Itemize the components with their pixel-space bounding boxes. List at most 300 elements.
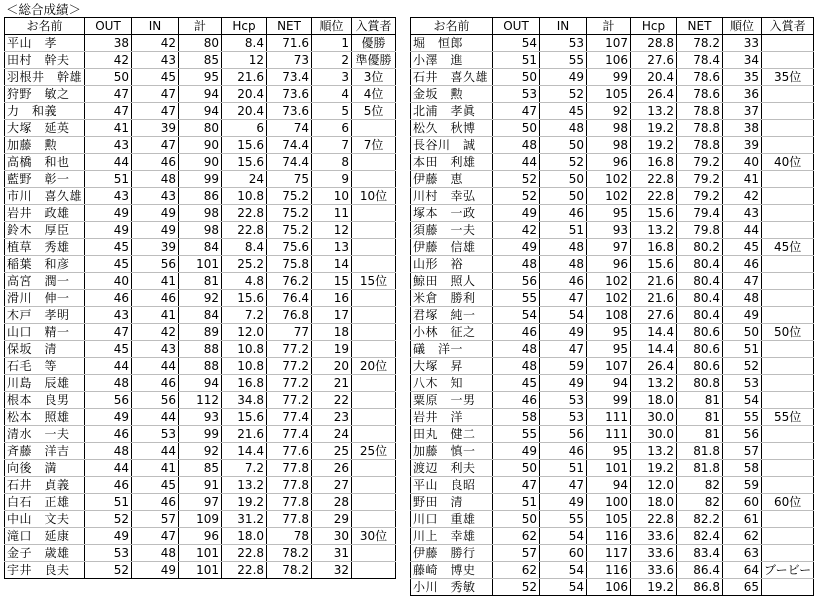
cell-total: 95 bbox=[587, 443, 631, 460]
cell-hcp: 12 bbox=[222, 52, 267, 69]
cell-total: 91 bbox=[179, 477, 222, 494]
table-row bbox=[5, 290, 396, 307]
cell-net: 78.2 bbox=[267, 545, 312, 562]
cell-total: 111 bbox=[587, 409, 631, 426]
cell-total: 99 bbox=[587, 392, 631, 409]
table-row bbox=[5, 460, 396, 477]
cell-out: 47 bbox=[85, 86, 132, 103]
cell-award bbox=[352, 171, 396, 188]
cell-total: 105 bbox=[587, 511, 631, 528]
column-header-rank: 順位 bbox=[312, 18, 352, 35]
cell-out: 45 bbox=[85, 256, 132, 273]
cell-net: 77.8 bbox=[267, 494, 312, 511]
cell-hcp: 30.0 bbox=[631, 426, 677, 443]
table-row bbox=[411, 256, 814, 273]
cell-award bbox=[352, 392, 396, 409]
table-row bbox=[411, 52, 814, 69]
cell-rank: 20 bbox=[312, 358, 352, 375]
cell-net: 83.4 bbox=[677, 545, 723, 562]
cell-rank: 28 bbox=[312, 494, 352, 511]
cell-name: 藤崎 博史 bbox=[411, 562, 493, 579]
cell-name: 羽根井 幹雄 bbox=[5, 69, 85, 86]
cell-net: 80.6 bbox=[677, 324, 723, 341]
cell-hcp: 22.8 bbox=[222, 205, 267, 222]
table-row bbox=[5, 324, 396, 341]
cell-name: 長谷川 誠 bbox=[411, 137, 493, 154]
cell-out: 47 bbox=[493, 477, 540, 494]
cell-out: 55 bbox=[493, 426, 540, 443]
cell-name: 大塚 延英 bbox=[5, 120, 85, 137]
cell-total: 96 bbox=[587, 154, 631, 171]
table-row bbox=[5, 171, 396, 188]
cell-name: 田村 幹夫 bbox=[5, 52, 85, 69]
cell-total: 95 bbox=[587, 341, 631, 358]
table-row bbox=[5, 358, 396, 375]
cell-rank: 47 bbox=[723, 273, 762, 290]
cell-in: 49 bbox=[132, 562, 179, 579]
cell-name: 植草 秀雄 bbox=[5, 239, 85, 256]
cell-award bbox=[352, 256, 396, 273]
cell-out: 43 bbox=[85, 188, 132, 205]
table-row bbox=[411, 307, 814, 324]
cell-out: 57 bbox=[493, 545, 540, 562]
cell-in: 45 bbox=[540, 103, 587, 120]
cell-name: 川上 幸雄 bbox=[411, 528, 493, 545]
cell-net: 82.2 bbox=[677, 511, 723, 528]
cell-total: 107 bbox=[587, 35, 631, 52]
cell-total: 100 bbox=[587, 494, 631, 511]
cell-rank: 18 bbox=[312, 324, 352, 341]
cell-rank: 56 bbox=[723, 426, 762, 443]
cell-hcp: 22.8 bbox=[631, 171, 677, 188]
cell-in: 43 bbox=[132, 188, 179, 205]
cell-hcp: 15.6 bbox=[631, 256, 677, 273]
cell-hcp: 20.4 bbox=[222, 103, 267, 120]
cell-net: 74 bbox=[267, 120, 312, 137]
cell-in: 47 bbox=[540, 477, 587, 494]
cell-hcp: 14.4 bbox=[631, 324, 677, 341]
cell-out: 52 bbox=[493, 188, 540, 205]
cell-hcp: 15.6 bbox=[222, 137, 267, 154]
cell-total: 107 bbox=[587, 358, 631, 375]
cell-total: 116 bbox=[587, 562, 631, 579]
cell-name: 岩井 政雄 bbox=[5, 205, 85, 222]
table-row bbox=[411, 511, 814, 528]
cell-net: 71.6 bbox=[267, 35, 312, 52]
cell-in: 47 bbox=[540, 341, 587, 358]
cell-rank: 53 bbox=[723, 375, 762, 392]
cell-net: 73 bbox=[267, 52, 312, 69]
cell-rank: 22 bbox=[312, 392, 352, 409]
table-row bbox=[411, 545, 814, 562]
cell-net: 81.8 bbox=[677, 460, 723, 477]
cell-hcp: 20.4 bbox=[631, 69, 677, 86]
cell-total: 109 bbox=[179, 511, 222, 528]
sheet-title: ＜総合成績＞ bbox=[6, 2, 82, 17]
cell-in: 44 bbox=[132, 443, 179, 460]
cell-out: 48 bbox=[85, 375, 132, 392]
cell-rank: 50 bbox=[723, 324, 762, 341]
table-row bbox=[411, 494, 814, 511]
cell-total: 108 bbox=[587, 307, 631, 324]
cell-out: 50 bbox=[493, 511, 540, 528]
cell-name: 君塚 純一 bbox=[411, 307, 493, 324]
table-row bbox=[5, 69, 396, 86]
column-header-award: 入賞者 bbox=[762, 18, 814, 35]
cell-total: 98 bbox=[587, 120, 631, 137]
cell-total: 96 bbox=[587, 256, 631, 273]
cell-award: 4位 bbox=[352, 86, 396, 103]
cell-out: 52 bbox=[85, 562, 132, 579]
cell-hcp: 21.6 bbox=[222, 69, 267, 86]
cell-out: 40 bbox=[85, 273, 132, 290]
cell-rank: 39 bbox=[723, 137, 762, 154]
table-row bbox=[411, 324, 814, 341]
cell-in: 47 bbox=[540, 290, 587, 307]
cell-out: 41 bbox=[85, 120, 132, 137]
cell-rank: 40 bbox=[723, 154, 762, 171]
column-header-net: NET bbox=[677, 18, 723, 35]
table-row bbox=[411, 409, 814, 426]
column-header-award: 入賞者 bbox=[352, 18, 396, 35]
column-header-hcp: Hcp bbox=[631, 18, 677, 35]
table-row bbox=[411, 375, 814, 392]
cell-name: 北浦 孝眞 bbox=[411, 103, 493, 120]
cell-award bbox=[352, 120, 396, 137]
cell-rank: 33 bbox=[723, 35, 762, 52]
cell-in: 49 bbox=[132, 222, 179, 239]
cell-hcp: 31.2 bbox=[222, 511, 267, 528]
cell-hcp: 15.6 bbox=[222, 409, 267, 426]
cell-rank: 21 bbox=[312, 375, 352, 392]
cell-name: 小川 秀敏 bbox=[411, 579, 493, 596]
cell-rank: 35 bbox=[723, 69, 762, 86]
cell-total: 94 bbox=[179, 103, 222, 120]
cell-net: 79.8 bbox=[677, 222, 723, 239]
cell-name: 大塚 昇 bbox=[411, 358, 493, 375]
cell-hcp: 28.8 bbox=[631, 35, 677, 52]
cell-total: 101 bbox=[179, 545, 222, 562]
cell-name: 小林 征之 bbox=[411, 324, 493, 341]
cell-name: 塚本 一政 bbox=[411, 205, 493, 222]
table-row bbox=[5, 375, 396, 392]
cell-net: 80.4 bbox=[677, 290, 723, 307]
cell-rank: 4 bbox=[312, 86, 352, 103]
cell-total: 94 bbox=[179, 375, 222, 392]
cell-total: 93 bbox=[587, 222, 631, 239]
cell-in: 47 bbox=[132, 103, 179, 120]
cell-hcp: 15.6 bbox=[222, 290, 267, 307]
cell-out: 45 bbox=[85, 239, 132, 256]
cell-net: 76.2 bbox=[267, 273, 312, 290]
table-row bbox=[411, 35, 814, 52]
cell-name: 斉藤 洋吉 bbox=[5, 443, 85, 460]
cell-net: 79.4 bbox=[677, 205, 723, 222]
cell-hcp: 13.2 bbox=[631, 103, 677, 120]
cell-out: 47 bbox=[85, 324, 132, 341]
cell-rank: 61 bbox=[723, 511, 762, 528]
cell-net: 80.4 bbox=[677, 273, 723, 290]
cell-total: 116 bbox=[587, 528, 631, 545]
cell-net: 80.8 bbox=[677, 375, 723, 392]
cell-net: 77.8 bbox=[267, 477, 312, 494]
cell-name: 須藤 一夫 bbox=[411, 222, 493, 239]
cell-name: 保坂 清 bbox=[5, 341, 85, 358]
table-row bbox=[411, 426, 814, 443]
cell-rank: 6 bbox=[312, 120, 352, 137]
cell-out: 46 bbox=[493, 324, 540, 341]
cell-total: 98 bbox=[587, 137, 631, 154]
cell-award bbox=[762, 273, 814, 290]
cell-name: 伊藤 恵 bbox=[411, 171, 493, 188]
cell-name: 小澤 進 bbox=[411, 52, 493, 69]
cell-out: 51 bbox=[493, 494, 540, 511]
cell-award: 優勝 bbox=[352, 35, 396, 52]
cell-in: 39 bbox=[132, 239, 179, 256]
cell-in: 47 bbox=[132, 528, 179, 545]
cell-total: 95 bbox=[587, 324, 631, 341]
cell-net: 75.2 bbox=[267, 188, 312, 205]
cell-award: 55位 bbox=[762, 409, 814, 426]
column-header-rank: 順位 bbox=[723, 18, 762, 35]
cell-name: 向後 満 bbox=[5, 460, 85, 477]
cell-net: 80.4 bbox=[677, 256, 723, 273]
cell-award bbox=[762, 358, 814, 375]
cell-name: 稲葉 和彦 bbox=[5, 256, 85, 273]
cell-award: 25位 bbox=[352, 443, 396, 460]
cell-net: 80.6 bbox=[677, 358, 723, 375]
cell-rank: 14 bbox=[312, 256, 352, 273]
cell-name: 米倉 勝利 bbox=[411, 290, 493, 307]
cell-name: 宇井 良夫 bbox=[5, 562, 85, 579]
cell-out: 48 bbox=[85, 443, 132, 460]
cell-net: 77.2 bbox=[267, 392, 312, 409]
cell-total: 98 bbox=[179, 205, 222, 222]
table-row bbox=[5, 256, 396, 273]
cell-award bbox=[352, 477, 396, 494]
cell-in: 50 bbox=[540, 171, 587, 188]
table-row bbox=[5, 52, 396, 69]
cell-total: 94 bbox=[587, 375, 631, 392]
cell-out: 46 bbox=[85, 290, 132, 307]
cell-net: 73.4 bbox=[267, 69, 312, 86]
cell-award bbox=[762, 205, 814, 222]
cell-in: 41 bbox=[132, 273, 179, 290]
cell-in: 49 bbox=[540, 494, 587, 511]
cell-hcp: 8.4 bbox=[222, 239, 267, 256]
table-row bbox=[411, 443, 814, 460]
header-row bbox=[5, 18, 396, 35]
cell-award bbox=[352, 205, 396, 222]
cell-out: 53 bbox=[493, 86, 540, 103]
cell-award bbox=[352, 341, 396, 358]
cell-total: 86 bbox=[179, 188, 222, 205]
cell-award bbox=[762, 341, 814, 358]
cell-out: 50 bbox=[493, 69, 540, 86]
cell-award bbox=[352, 222, 396, 239]
cell-name: 市川 喜久雄 bbox=[5, 188, 85, 205]
table-row bbox=[5, 341, 396, 358]
cell-name: 藍野 彰一 bbox=[5, 171, 85, 188]
cell-net: 77.2 bbox=[267, 375, 312, 392]
cell-total: 95 bbox=[587, 205, 631, 222]
cell-hcp: 19.2 bbox=[631, 460, 677, 477]
cell-rank: 49 bbox=[723, 307, 762, 324]
cell-hcp: 21.6 bbox=[222, 426, 267, 443]
cell-out: 43 bbox=[85, 137, 132, 154]
cell-hcp: 10.8 bbox=[222, 188, 267, 205]
cell-net: 78.2 bbox=[677, 35, 723, 52]
cell-in: 46 bbox=[132, 494, 179, 511]
cell-in: 46 bbox=[540, 443, 587, 460]
cell-name: 本田 利雄 bbox=[411, 154, 493, 171]
cell-out: 56 bbox=[493, 273, 540, 290]
cell-award bbox=[762, 426, 814, 443]
cell-total: 94 bbox=[179, 86, 222, 103]
cell-in: 54 bbox=[540, 528, 587, 545]
cell-rank: 30 bbox=[312, 528, 352, 545]
cell-rank: 44 bbox=[723, 222, 762, 239]
cell-total: 105 bbox=[587, 86, 631, 103]
cell-award: 35位 bbox=[762, 69, 814, 86]
table-row bbox=[5, 35, 396, 52]
table-row bbox=[5, 528, 396, 545]
cell-in: 48 bbox=[132, 545, 179, 562]
cell-hcp: 14.4 bbox=[631, 341, 677, 358]
cell-hcp: 21.6 bbox=[631, 290, 677, 307]
cell-net: 81 bbox=[677, 392, 723, 409]
cell-out: 52 bbox=[85, 511, 132, 528]
table-row bbox=[411, 222, 814, 239]
cell-hcp: 12.0 bbox=[631, 477, 677, 494]
cell-in: 50 bbox=[540, 188, 587, 205]
cell-award: 50位 bbox=[762, 324, 814, 341]
cell-rank: 9 bbox=[312, 171, 352, 188]
cell-hcp: 16.8 bbox=[631, 239, 677, 256]
table-row bbox=[5, 511, 396, 528]
cell-net: 77.8 bbox=[267, 511, 312, 528]
cell-net: 79.2 bbox=[677, 171, 723, 188]
cell-total: 92 bbox=[587, 103, 631, 120]
cell-name: 清水 一夫 bbox=[5, 426, 85, 443]
cell-in: 54 bbox=[540, 307, 587, 324]
table-row bbox=[5, 120, 396, 137]
cell-hcp: 12.0 bbox=[222, 324, 267, 341]
cell-out: 62 bbox=[493, 528, 540, 545]
cell-in: 54 bbox=[540, 562, 587, 579]
cell-in: 46 bbox=[132, 290, 179, 307]
cell-award: 60位 bbox=[762, 494, 814, 511]
table-row bbox=[5, 137, 396, 154]
cell-hcp: 19.2 bbox=[631, 120, 677, 137]
cell-net: 77.6 bbox=[267, 443, 312, 460]
cell-in: 48 bbox=[132, 171, 179, 188]
cell-net: 81.8 bbox=[677, 443, 723, 460]
cell-net: 73.6 bbox=[267, 86, 312, 103]
cell-in: 47 bbox=[132, 137, 179, 154]
table-row bbox=[5, 103, 396, 120]
cell-award bbox=[352, 154, 396, 171]
cell-award: 5位 bbox=[352, 103, 396, 120]
cell-name: 山口 精一 bbox=[5, 324, 85, 341]
table-row bbox=[411, 290, 814, 307]
cell-rank: 41 bbox=[723, 171, 762, 188]
results-table-left bbox=[4, 17, 396, 579]
cell-out: 52 bbox=[493, 579, 540, 596]
column-header-name: お名前 bbox=[411, 18, 493, 35]
cell-net: 77.4 bbox=[267, 409, 312, 426]
table-row bbox=[411, 562, 814, 579]
cell-rank: 19 bbox=[312, 341, 352, 358]
table-row bbox=[411, 273, 814, 290]
cell-net: 76.8 bbox=[267, 307, 312, 324]
cell-hcp: 26.4 bbox=[631, 86, 677, 103]
cell-total: 106 bbox=[587, 52, 631, 69]
table-row bbox=[5, 477, 396, 494]
cell-total: 112 bbox=[179, 392, 222, 409]
cell-hcp: 7.2 bbox=[222, 307, 267, 324]
cell-rank: 10 bbox=[312, 188, 352, 205]
cell-rank: 1 bbox=[312, 35, 352, 52]
table-row bbox=[5, 222, 396, 239]
column-header-in: IN bbox=[132, 18, 179, 35]
cell-net: 81 bbox=[677, 409, 723, 426]
cell-rank: 43 bbox=[723, 205, 762, 222]
cell-rank: 5 bbox=[312, 103, 352, 120]
cell-in: 41 bbox=[132, 307, 179, 324]
cell-net: 78.4 bbox=[677, 52, 723, 69]
cell-total: 92 bbox=[179, 290, 222, 307]
cell-net: 78.8 bbox=[677, 137, 723, 154]
cell-net: 81 bbox=[677, 426, 723, 443]
cell-hcp: 13.2 bbox=[631, 222, 677, 239]
cell-hcp: 13.2 bbox=[631, 375, 677, 392]
cell-in: 46 bbox=[540, 273, 587, 290]
cell-name: 白石 正雄 bbox=[5, 494, 85, 511]
cell-hcp: 6 bbox=[222, 120, 267, 137]
cell-award bbox=[762, 86, 814, 103]
cell-name: 高橋 和也 bbox=[5, 154, 85, 171]
cell-award bbox=[352, 562, 396, 579]
cell-award bbox=[762, 477, 814, 494]
header-row bbox=[411, 18, 814, 35]
cell-in: 44 bbox=[132, 409, 179, 426]
cell-total: 99 bbox=[587, 69, 631, 86]
cell-name: 伊藤 信雄 bbox=[411, 239, 493, 256]
cell-total: 101 bbox=[587, 460, 631, 477]
cell-out: 49 bbox=[493, 205, 540, 222]
cell-name: 鈴木 厚臣 bbox=[5, 222, 85, 239]
cell-net: 80.6 bbox=[677, 341, 723, 358]
cell-net: 80.2 bbox=[677, 239, 723, 256]
cell-in: 39 bbox=[132, 120, 179, 137]
cell-award bbox=[352, 426, 396, 443]
table-row bbox=[411, 69, 814, 86]
cell-hcp: 8.4 bbox=[222, 35, 267, 52]
cell-net: 75.2 bbox=[267, 222, 312, 239]
cell-name: 根本 良男 bbox=[5, 392, 85, 409]
cell-net: 78.8 bbox=[677, 120, 723, 137]
cell-award bbox=[352, 239, 396, 256]
cell-name: 狩野 敏之 bbox=[5, 86, 85, 103]
cell-hcp: 22.8 bbox=[222, 562, 267, 579]
cell-net: 82.4 bbox=[677, 528, 723, 545]
cell-hcp: 22.8 bbox=[631, 188, 677, 205]
cell-name: 力 和義 bbox=[5, 103, 85, 120]
cell-out: 42 bbox=[85, 52, 132, 69]
cell-hcp: 25.2 bbox=[222, 256, 267, 273]
cell-in: 56 bbox=[132, 256, 179, 273]
